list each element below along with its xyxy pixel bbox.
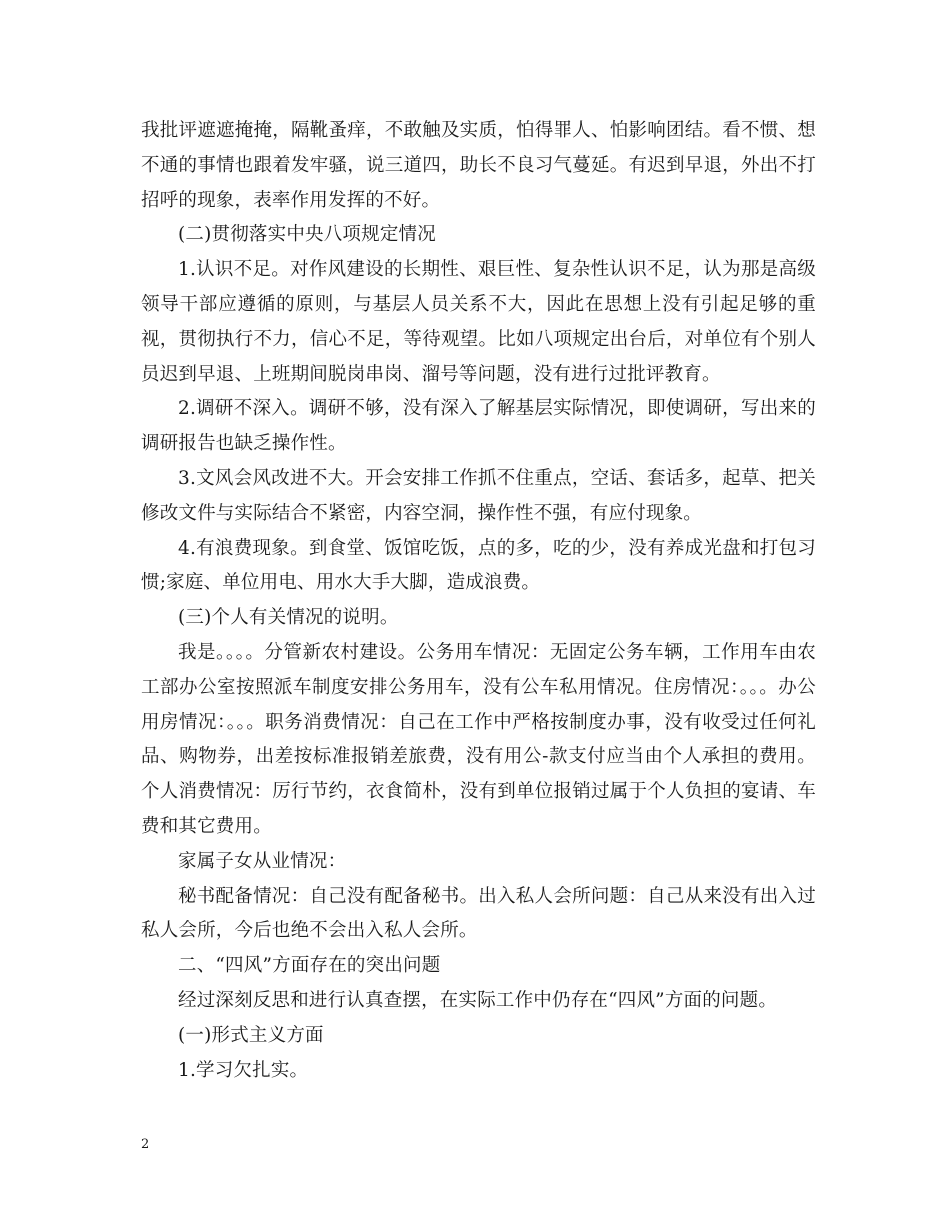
document-body [141,114,816,1088]
paragraph-reflection: 经过深刻反思和进行认真查摆，在实际工作中仍存在“四风”方面的问题。 [178,989,778,1011]
paragraph-research: 2.调研不深入。调研不够，没有深入了解基层实际情况，即使调研，写出来的调研报告也缺乏操作性。 [141,398,816,455]
paragraph-1: 我批评遮遮掩掩，隔靴蚤痒，不敢触及实质，怕得罪人、怕影响团结。看不惯、想不通的事情也跟着发牢骚，说三道四，助长不良习气蔓延。有迟到早退，外出不打招呼的现象，表率作用发挥的不好。 [141,120,816,211]
page-number: 2 [141,1137,150,1152]
paragraph-writing-meeting-style: 3.文风会风改进不大。开会安排工作抓不住重点，空话、套话多，起草、把关修改文件与实际结合不紧密，内容空洞，操作性不强，有应付现象。 [141,467,816,524]
paragraph-personal-details: 我是。。。。分管新农村建设。公务用车情况：无固定公务车辆，工作用车由农工部办公室按照派车制度安排公务用车，没有公车私用情况。住房情况：。。。办公用房情况：。。。职务消费情况：自己在工作中严格按制度办事，没有收受过任何礼品、购物券，出差按标准报销差旅费，没有用公-款支付应当由个人承担的费用。个人消费情况：厉行节约，衣食简朴，没有到单位报销过属于个人负担的宴请、车费和其它费用。 [141,641,816,837]
paragraph-secretary: 秘书配备情况：自己没有配备秘书。出入私人会所问题：自己从来没有出入过私人会所，今后也绝不会出入私人会所。 [141,885,816,942]
section-heading-four-winds: 二、“四风”方面存在的突出问题 [178,955,441,977]
section-heading-personal-situation: (三)个人有关情况的说明。 [178,607,399,629]
paragraph-family-employment: 家属子女从业情况： [178,850,347,872]
section-heading-eight-rules: (二)贯彻落实中央八项规定情况 [178,224,436,246]
paragraph-insufficient-awareness: 1.认识不足。对作风建设的长期性、艰巨性、复杂性认识不足，认为那是高级领导干部应遵循的原则，与基层人员关系不大，因此在思想上没有引起足够的重视，贯彻执行不力，信心不足，等待观望。比如八项规定出台后，对单位有个别人员迟到早退、上班期间脱岗串岗、溜号等问题，没有进行过批评教育。 [141,259,816,385]
paragraph-study: 1.学习欠扎实。 [178,1059,309,1081]
section-heading-formalism: (一)形式主义方面 [178,1024,324,1046]
paragraph-waste: 4.有浪费现象。到食堂、饭馆吃饭，点的多，吃的少，没有养成光盘和打包习惯;家庭、单位用电、用水大手大脚，造成浪费。 [141,537,816,594]
